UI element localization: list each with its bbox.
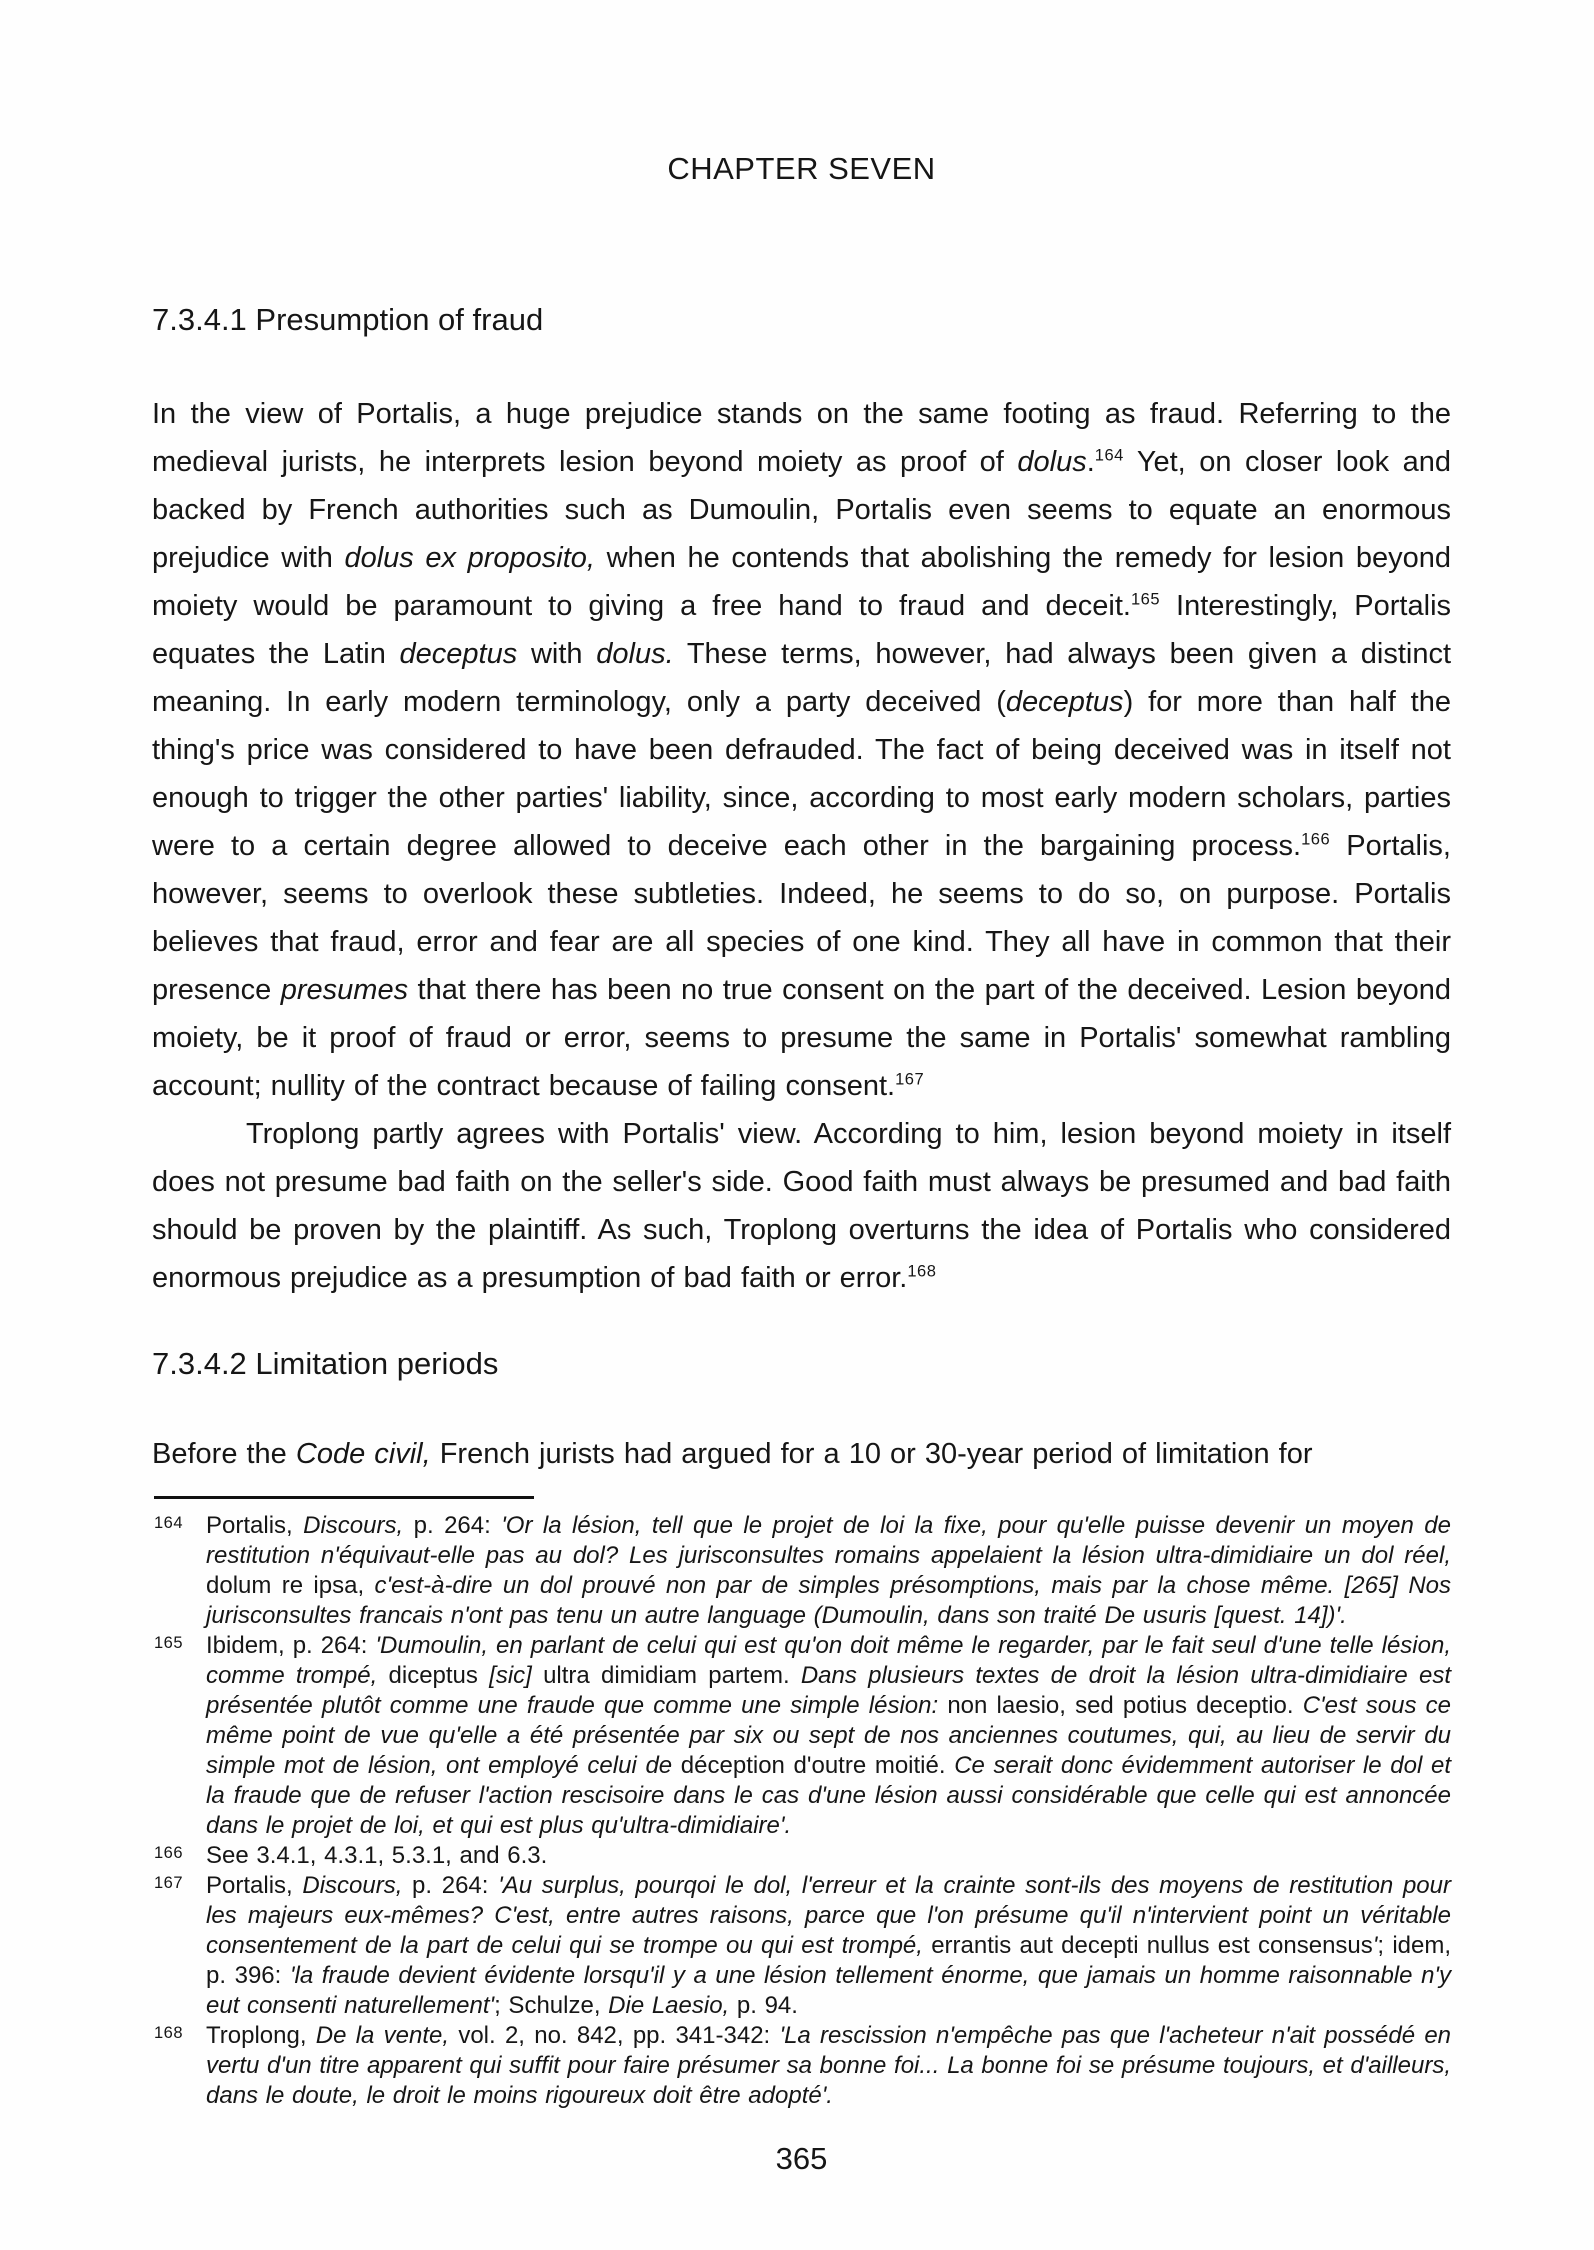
footnote-number: 166 <box>154 1844 184 1862</box>
italic-run: Ce serait donc évidemment autoriser le dol et la fraude que de refuser l'action rescisoire dans le cas d'une lésion aussi considérable que celle qui est annoncée dans le projet de loi, et qui est plus qu'ultra-dimidiaire'. <box>206 1752 1452 1839</box>
italic-run: De la vente, <box>315 2022 450 2049</box>
italic-run: dolus ex proposito, <box>344 542 595 574</box>
footnote <box>152 1631 1451 1841</box>
paragraph: Before the Code civil, French jurists had argued for a 10 or 30-year period of limitation for <box>152 1438 1313 1470</box>
footnote-text: Ibidem, p. 264: 'Dumoulin, en parlant de celui qui est qu'on doit même le regarder, par le fait seul d'une telle lésion, comme trompé, diceptus [sic] ultra dimidiam partem. Dans plusieurs textes de droit la lésion ultra-dimidiaire est présentée plutôt comme une fraude que comme une simple lésion: non laesio, sed potius deceptio. C'est sous ce même point de vue qu'elle a été présentée par six ou sept de nos anciennes coutumes, qui, au lieu de servir du simple mot de lésion, ont employé celui de déception d'outre moitié. Ce serait donc évidemment autoriser le dol et la fraude que de refuser l'action rescisoire dans le cas d'une lésion aussi considérable que celle qui est annoncée dans le projet de loi, et qui est plus qu'ultra-dimidiaire'. <box>206 1632 1452 1839</box>
footnote <box>152 2021 1451 2111</box>
footnote <box>152 1511 1451 1631</box>
italic-run: [sic] <box>489 1662 532 1689</box>
footnote-ref: 166 <box>1301 829 1331 849</box>
italic-run: deceptus <box>399 638 518 670</box>
italic-run: Dans plusieurs textes de droit la lésion ultra-dimidiaire est présentée plutôt comme une fraude que comme une simple lésion: <box>206 1662 1451 1719</box>
footnote <box>152 1871 1451 2021</box>
page-number: 365 <box>775 2141 828 2176</box>
italic-run: dolus <box>1017 446 1087 478</box>
italic-run: 'Au surplus, pourqoi le dol, l'erreur et la crainte sont-ils des moyens de restitution pour les majeurs eux-mêmes? C'est, entre autres raisons, parce que l'on présume qu'il n'intervient point un véritable consentement de la part de celui qui se trompe ou qui est trompé, <box>206 1872 1451 1959</box>
section-limitation-periods <box>152 1340 1451 1478</box>
italic-run: deceptus <box>1005 686 1124 718</box>
footnote-ref: 165 <box>1130 589 1161 609</box>
chapter-header: CHAPTER SEVEN <box>667 151 936 186</box>
italic-run: ' <box>1372 1932 1378 1959</box>
footnote-number: 164 <box>154 1514 184 1532</box>
footnote-ref: 164 <box>1094 445 1124 465</box>
footnote-ref: 168 <box>907 1261 937 1281</box>
footnote <box>152 1841 1451 1871</box>
footnote-text: See 3.4.1, 4.3.1, 5.3.1, and 6.3. <box>206 1842 548 1869</box>
italic-run: 'Dumoulin, en parlant de celui qui est qu'on doit même le regarder, par le fait seul d'une telle lésion, comme trompé, <box>206 1632 1452 1689</box>
italic-run: 'La rescission n'empêche pas que l'acheteur n'ait possédé en vertu d'un titre apparent qui suffit pour faire présumer sa bonne foi... La bonne foi se présume toujours, et d'ailleurs, dans le doute, le droit le moins rigoureux doit être adopté'. <box>206 2022 1452 2109</box>
italic-run: 'la fraude devient évidente lorsqu'il y a une lésion tellement énorme, que jamais un homme raisonnable n'y eut consenti naturellement' <box>206 1962 1452 2019</box>
italic-run: c'est-à-dire un dol prouvé non par de simples présomptions, mais par la chose même. [265] Nos jurisconsultes francais n'ont pas tenu un autre language (Dumoulin, dans son traité De usuris [quest. 14])'. <box>206 1572 1452 1629</box>
italic-run: C'est sous ce même point de vue qu'elle a été présentée par six ou sept de nos anciennes coutumes, qui, au lieu de servir du simple mot de lésion, ont employé celui de <box>206 1692 1451 1779</box>
paragraph: In the view of Portalis, a huge prejudice stands on the same footing as fraud. Referring to the medieval jurists, he interprets lesion beyond moiety as proof of dolus.$^{164}$ Yet, on closer look and backed by French authorities such as Dumoulin, Portalis even seems to equate an enormous prejudice with dolus ex proposito, when he contends that abolishing the remedy for lesion beyond moiety would be paramount to giving a free hand to fraud and deceit.$^{165}$ Interestingly, Portalis equates the Latin deceptus with dolus. These terms, however, had always been given a distinct meaning. In early modern terminology, only a party deceived (deceptus) for more than half the thing's price was considered to have been defrauded. The fact of being deceived was in itself not enough to trigger the other parties' liability, since, according to most early modern scholars, parties were to a certain degree allowed to deceive each other in the bargaining process.$^{166}$ Portalis, however, seems to overlook these subtleties. Indeed, he seems to do so, on purpose. Portalis believes that fraud, error and fear are all species of one kind. They all have in common that their presence presumes that there has been no true consent on the part of the deceived. Lesion beyond moiety, be it proof of fraud or error, seems to presume the same in Portalis' somewhat rambling account; nullity of the contract because of failing consent.$^{167}$ <box>152 398 1452 1102</box>
italic-run: 'Or la lésion, tell que le projet de loi la fixe, pour qu'elle puisse devenir un moyen de restitution n'équivaut-elle pas au dol? Les jurisconsultes romains appelaient la lésion ultra-dimidiaire un dol réel, <box>206 1512 1451 1569</box>
footnote-number: 168 <box>154 2024 184 2042</box>
paragraph: Troplong partly agrees with Portalis' view. According to him, lesion beyond moiety in itself does not presume bad faith on the seller's side. Good faith must always be presumed and bad faith should be proven by the plaintiff. As such, Troplong overturns the idea of Portalis who considered enormous prejudice as a presumption of bad faith or error.$^{168}$ <box>152 1118 1451 1294</box>
section-presumption-of-fraud <box>152 296 1451 1302</box>
section-heading: 7.3.4.1 Presumption of fraud <box>152 302 544 337</box>
italic-run: presumes <box>280 974 409 1006</box>
footnote-number: 165 <box>154 1634 184 1652</box>
footnote-separator <box>154 1496 534 1499</box>
footnotes <box>152 1511 1451 2111</box>
section-heading: 7.3.4.2 Limitation periods <box>152 1346 499 1381</box>
footnote-text: Troplong, De la vente, vol. 2, no. 842, pp. 341-342: 'La rescission n'empêche pas que l'acheteur n'ait possédé en vertu d'un titre apparent qui suffit pour faire présumer sa bonne foi... La bonne foi se présume toujours, et d'ailleurs, dans le doute, le droit le moins rigoureux doit être adopté'. <box>206 2022 1452 2109</box>
footnote-text: Portalis, Discours, p. 264: 'Or la lésion, tell que le projet de loi la fixe, pour qu'elle puisse devenir un moyen de restitution n'équivaut-elle pas au dol? Les jurisconsultes romains appelaient la lésion ultra-dimidiaire un dol réel, dolum re ipsa, c'est-à-dire un dol prouvé non par de simples présomptions, mais par la chose même. [265] Nos jurisconsultes francais n'ont pas tenu un autre language (Dumoulin, dans son traité De usuris [quest. 14])'. <box>206 1512 1452 1629</box>
footnote-ref: 167 <box>895 1069 925 1089</box>
footnote-number: 167 <box>154 1874 184 1892</box>
italic-run: Discours, <box>303 1512 404 1539</box>
italic-run: dolus. <box>596 638 674 670</box>
italic-run: Discours, <box>302 1872 403 1899</box>
italic-run: Code civil, <box>295 1438 431 1470</box>
italic-run: Die Laesio, <box>608 1992 730 2019</box>
footnote-text: Portalis, Discours, p. 264: 'Au surplus, pourqoi le dol, l'erreur et la crainte sont-ils des moyens de restitution pour les majeurs eux-mêmes? C'est, entre autres raisons, parce que l'on présume qu'il n'intervient point un véritable consentement de la part de celui qui se trompe ou qui est trompé, errantis aut decepti nullus est consensus'; idem, p. 396: 'la fraude devient évidente lorsqu'il y a une lésion tellement énorme, que jamais un homme raisonnable n'y eut consenti naturellement'; Schulze, Die Laesio, p. 94. <box>206 1872 1452 2019</box>
